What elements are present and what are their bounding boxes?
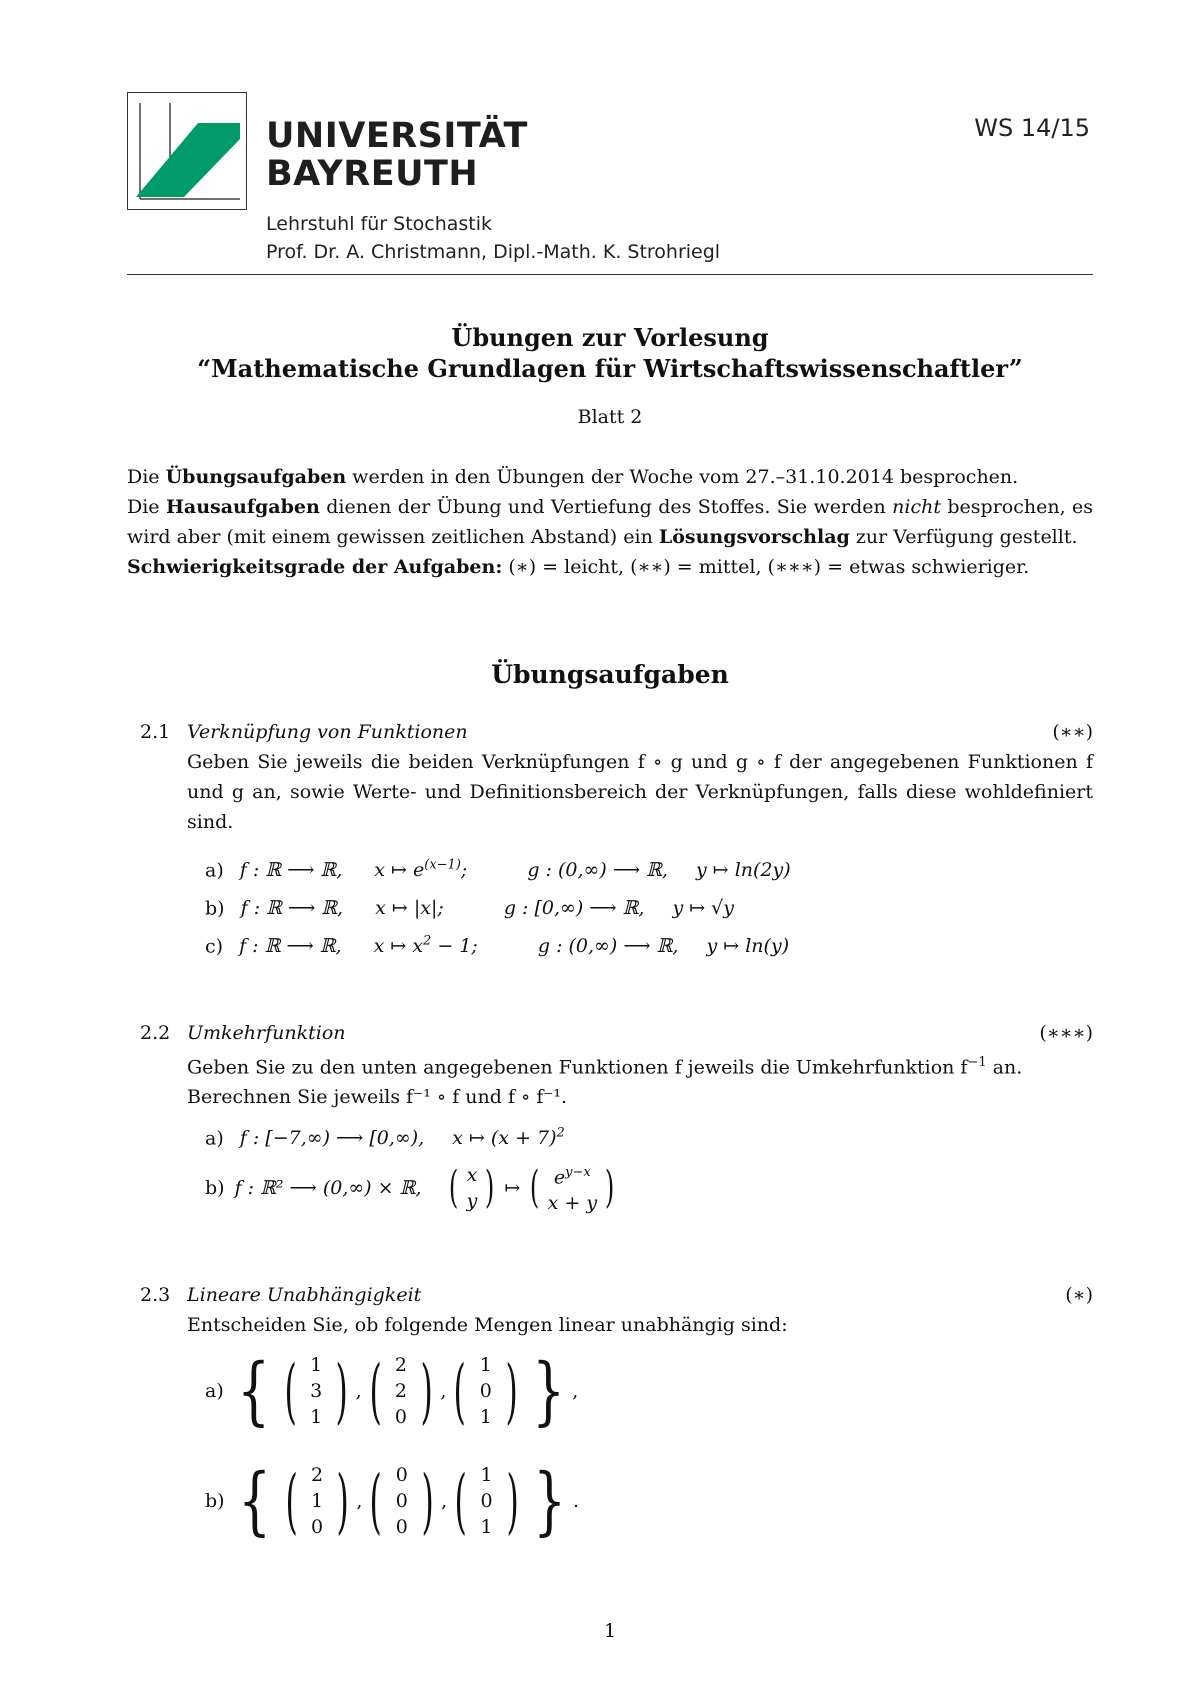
task-difficulty: (∗∗∗) <box>1039 1022 1093 1044</box>
mapping-text: x ↦ x <box>373 935 424 958</box>
vector-entry: 1 <box>310 1406 323 1428</box>
mapping-f <box>374 935 478 957</box>
paren-open: ( <box>284 1350 297 1432</box>
function-g: g : (0,∞) ⟶ ℝ, <box>537 935 679 958</box>
vector-entry: x + y <box>547 1192 598 1215</box>
item-label: a) <box>205 859 224 882</box>
university-name <box>266 117 528 193</box>
vector-entry: 1 <box>310 1354 323 1376</box>
task-item <box>205 858 791 881</box>
paren-open: ( <box>530 1162 540 1214</box>
mapping-exponent: (x−1) <box>424 858 461 873</box>
vector-column <box>396 1462 408 1540</box>
column-vector <box>362 1462 441 1540</box>
intro-text-span: werden in den Übungen der Woche vom 27.–31.10.2014 besprochen. <box>346 466 1019 488</box>
vector-entry: 1 <box>480 1516 493 1538</box>
mapping-text: − 1; <box>431 935 478 958</box>
vector-entry: 1 <box>480 1464 493 1486</box>
page-number: 1 <box>603 1620 617 1642</box>
intro-paragraph-3 <box>127 552 1093 582</box>
task-number: 2.1 <box>140 721 171 743</box>
column-vector <box>277 1352 356 1430</box>
intro-text-span: dienen der Übung und Vertiefung des Stoffes. Sie werden <box>319 496 893 518</box>
task-title: Lineare Unabhängigkeit <box>187 1284 422 1306</box>
vector-column <box>548 1160 597 1216</box>
vector-entry: 2 <box>394 1380 408 1402</box>
term-label: WS 14/15 <box>974 114 1090 142</box>
paren-close: ) <box>335 1350 349 1432</box>
input-vector <box>445 1162 498 1214</box>
mapping-g: y ↦ √y <box>672 897 735 920</box>
paren-open: ( <box>369 1460 383 1542</box>
title-line1: Übungen zur Vorlesung <box>451 323 769 352</box>
chair-name: Lehrstuhl für Stochastik <box>266 213 493 235</box>
task-text-span: Geben Sie zu den unten angegebenen Funktionen f jeweils die Umkehrfunktion f <box>187 1056 968 1079</box>
paren-open: ( <box>285 1460 298 1542</box>
vector-entry: x <box>466 1164 478 1187</box>
vector-entry: y <box>466 1190 478 1213</box>
maps-to-symbol: ↦ <box>504 1177 521 1200</box>
task-item <box>205 1160 618 1216</box>
vector-column <box>395 1352 407 1430</box>
column-vector <box>446 1352 525 1430</box>
title-line2: “Mathematische Grundlagen für Wirtschaftswissenschaftler” <box>197 354 1023 383</box>
intro-bold-term: Lösungsvorschlag <box>658 526 850 548</box>
task-header <box>140 1280 1093 1310</box>
logo-mark-icon <box>128 93 246 209</box>
function-f: f : ℝ² ⟶ (0,∞) × ℝ, <box>234 1177 422 1200</box>
paren-close: ) <box>505 1350 518 1432</box>
task-text <box>187 1048 1093 1112</box>
document-title <box>0 322 1200 384</box>
paren-open: ( <box>449 1162 459 1214</box>
intro-bold-term: Übungsaufgaben <box>165 466 347 488</box>
item-label: b) <box>205 1177 225 1200</box>
mapping-exponent: 2 <box>556 1126 565 1141</box>
paren-open: ( <box>369 1350 382 1432</box>
vector-entry: 0 <box>480 1490 493 1512</box>
paren-close: ) <box>604 1162 615 1214</box>
item-label: b) <box>205 1490 225 1512</box>
task-2-3 <box>140 1280 1093 1340</box>
item-label: b) <box>205 897 225 920</box>
output-vector <box>526 1160 618 1216</box>
intro-paragraph-2 <box>127 492 1093 552</box>
sheet-number: Blatt 2 <box>577 406 643 428</box>
task-difficulty: (∗) <box>1065 1284 1093 1306</box>
vector-set <box>205 1348 579 1434</box>
vector-entry: 3 <box>310 1380 323 1402</box>
chair-info <box>266 210 720 266</box>
separator-comma: , <box>441 1490 448 1512</box>
paren-close: ) <box>485 1162 495 1214</box>
vector-set <box>205 1458 580 1544</box>
paren-close: ) <box>506 1460 519 1542</box>
staff-names: Prof. Dr. A. Christmann, Dipl.-Math. K. Strohriegl <box>266 241 721 263</box>
separator-comma: , <box>440 1380 447 1402</box>
task-number: 2.2 <box>140 1022 171 1044</box>
task-text: Geben Sie jeweils die beiden Verknüpfungen f ∘ g und g ∘ f der angegebenen Funktionen f und g an, sowie Werte- und Definitionsbereich der Verknüpfungen, falls diese wohldefiniert sind. <box>187 751 1093 833</box>
mapping-f <box>375 897 444 919</box>
mapping-f <box>374 859 467 881</box>
university-name-line2: BAYREUTH <box>266 154 479 194</box>
set-terminator: . <box>573 1490 580 1512</box>
paren-open: ( <box>454 1460 468 1542</box>
mapping-text: ; <box>460 859 468 882</box>
function-f: f : ℝ ⟶ ℝ, <box>240 897 344 920</box>
vector-entry: 0 <box>395 1490 408 1512</box>
vector-entry <box>554 1160 591 1190</box>
task-header <box>140 1018 1093 1048</box>
mapping-text: x ↦ e <box>374 859 425 882</box>
intro-bold-term: Hausaufgaben <box>165 496 320 518</box>
task-item <box>205 934 789 957</box>
intro-text-span: Die <box>127 466 166 488</box>
paren-open: ( <box>453 1350 467 1432</box>
mapping-f <box>452 1127 565 1149</box>
vector-entry: 0 <box>310 1516 324 1538</box>
function-f: f : ℝ ⟶ ℝ, <box>239 935 342 958</box>
task-2-1 <box>140 717 1093 837</box>
brace-open: { <box>236 1348 270 1434</box>
task-title: Verknüpfung von Funktionen <box>187 721 468 743</box>
item-label: a) <box>205 1127 224 1150</box>
function-g: g : (0,∞) ⟶ ℝ, <box>527 859 668 882</box>
column-vector <box>278 1462 357 1540</box>
brace-open: { <box>237 1458 271 1544</box>
separator-comma: , <box>356 1490 363 1512</box>
task-text-exponent: −1 <box>967 1055 987 1070</box>
separator-comma: , <box>355 1380 362 1402</box>
vector-entry: 2 <box>394 1354 408 1376</box>
vector-column <box>481 1462 493 1540</box>
task-difficulty: (∗∗) <box>1052 721 1093 743</box>
column-vector <box>447 1462 526 1540</box>
vector-entry: 0 <box>394 1406 408 1428</box>
mapping-g: y ↦ ln(y) <box>706 935 790 958</box>
item-label: c) <box>205 935 224 958</box>
vector-entry: 1 <box>310 1490 324 1512</box>
mapping-exponent: 2 <box>423 934 432 949</box>
intro-bold-term: Schwierigkeitsgrade der Aufgaben: <box>127 556 503 578</box>
task-2-2 <box>140 1018 1093 1112</box>
university-name-line1: UNIVERSITÄT <box>266 116 528 156</box>
task-text: Entscheiden Sie, ob folgende Mengen linear unabhängig sind: <box>187 1314 788 1336</box>
vector-entry-base: e <box>553 1166 566 1189</box>
set-terminator: , <box>572 1380 579 1402</box>
header-divider <box>127 274 1093 275</box>
item-label: a) <box>205 1380 224 1402</box>
brace-close: } <box>532 1458 566 1544</box>
vector-entry: 2 <box>310 1464 324 1486</box>
column-vector <box>362 1352 441 1430</box>
task-item <box>205 896 734 919</box>
intro-text-span: zur Verfügung gestellt. <box>849 526 1078 548</box>
task-text-span: an. <box>986 1056 1023 1079</box>
task-item <box>205 1126 565 1149</box>
function-f: f : ℝ ⟶ ℝ, <box>239 859 343 882</box>
vector-column <box>311 1462 323 1540</box>
task-title: Umkehrfunktion <box>187 1022 346 1044</box>
vector-entry: 1 <box>479 1406 492 1428</box>
mapping-g: y ↦ ln(2y) <box>695 859 791 882</box>
vector-entry: 0 <box>395 1516 408 1538</box>
vector-entry-exponent: y−x <box>565 1165 591 1180</box>
university-logo <box>127 92 247 210</box>
mapping-text: x ↦ (x + 7) <box>452 1127 557 1150</box>
paren-close: ) <box>336 1460 349 1542</box>
task-number: 2.3 <box>140 1284 171 1306</box>
task-text-line <box>187 1048 1093 1082</box>
function-g: g : [0,∞) ⟶ ℝ, <box>503 897 645 920</box>
intro-text-span: (∗) = leicht, (∗∗) = mittel, (∗∗∗) = etwas schwieriger. <box>502 556 1030 578</box>
intro-text-span: besprochen, es wird aber (mit einem gewissen zeitlichen Abstand) ein <box>127 496 1094 548</box>
intro-paragraph-1 <box>127 462 1093 492</box>
brace-close: } <box>532 1348 566 1434</box>
intro-text <box>127 462 1093 582</box>
paren-close: ) <box>420 1350 433 1432</box>
intro-italic-term: nicht <box>892 496 941 518</box>
intro-text-span: Die <box>127 496 166 518</box>
task-header <box>140 717 1093 747</box>
paren-close: ) <box>421 1460 434 1542</box>
vector-entry: 1 <box>479 1354 492 1376</box>
vector-entry: 0 <box>479 1380 492 1402</box>
vector-column <box>480 1352 492 1430</box>
vector-column <box>467 1162 478 1214</box>
task-text-line: Berechnen Sie jeweils f⁻¹ ∘ f und f ∘ f⁻¹. <box>187 1086 568 1109</box>
mapping-text: x ↦ |x|; <box>375 897 444 920</box>
vector-column <box>310 1352 322 1430</box>
section-heading: Übungsaufgaben <box>491 660 729 689</box>
vector-entry: 0 <box>395 1464 408 1486</box>
function-f: f : [−7,∞) ⟶ [0,∞), <box>239 1127 425 1150</box>
